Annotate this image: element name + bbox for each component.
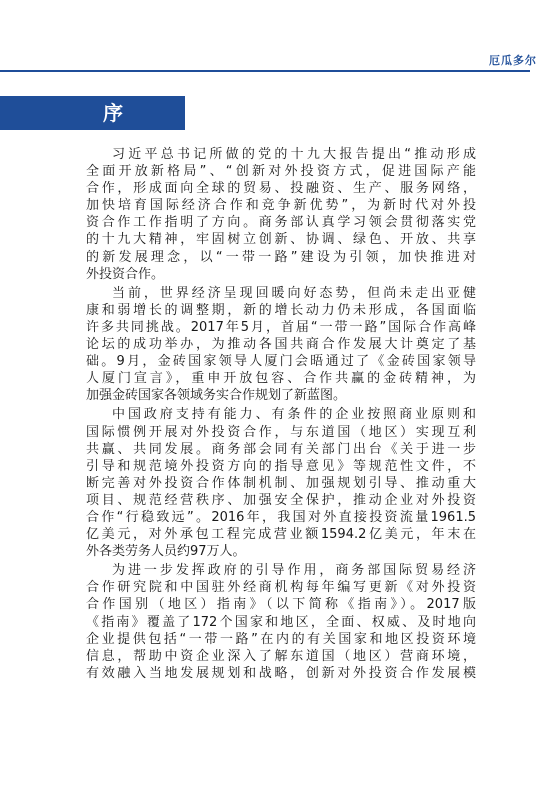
text-line: 国际惯例开展对外投资合作，与东道国（地区）实现互利 xyxy=(86,424,476,440)
text-line: 全面开放新格局”、“创新对外投资方式，促进国际产能 xyxy=(86,164,476,180)
page-title: 序 xyxy=(103,101,123,125)
text-line: 信息，帮助中资企业深入了解东道国（地区）营商环境， xyxy=(86,648,476,664)
text-line: 康和弱增长的调整期，新的增长动力仍未形成，各国面临 xyxy=(86,302,476,318)
text-line: 《指南》覆盖了172个国家和地区，全面、权威、及时地向 xyxy=(86,614,476,630)
text-line: 资合作工作指明了方向。商务部认真学习领会贯彻落实党 xyxy=(86,215,476,231)
text-line: 共赢、共同发展。商务部会同有关部门出台《关于进一步 xyxy=(86,441,476,457)
paragraph xyxy=(86,406,476,560)
paragraph xyxy=(86,285,476,405)
text-line: 的十九大精神，牢固树立创新、协调、绿色、开放、共享 xyxy=(86,232,476,248)
text-line: 当前，世界经济呈现回暖向好态势，但尚未走出亚健 xyxy=(112,285,476,301)
title-bar xyxy=(0,96,185,130)
body-text xyxy=(86,146,476,684)
paragraph xyxy=(86,146,476,283)
text-line: 中国政府支持有能力、有条件的企业按照商业原则和 xyxy=(112,407,476,423)
text-line: 习近平总书记所做的党的十九大报告提出“推动形成 xyxy=(112,147,476,162)
text-line: 合作“行稳致远”。2016年，我国对外直接投资流量1961.5 xyxy=(86,509,476,525)
text-line: 亿美元，对外承包工程完成营业额1594.2亿美元，年末在 xyxy=(86,527,476,543)
text-line: 加快培育国际经济合作和竞争新优势”，为新时代对外投 xyxy=(86,198,476,214)
text-line: 外各类劳务人员约97万人。 xyxy=(86,544,246,560)
page-header-country: 厄瓜多尔 xyxy=(489,54,537,67)
text-line: 有效融入当地发展规划和战略，创新对外投资合作发展模 xyxy=(86,665,476,681)
text-line: 合作，形成面向全球的贸易、投融资、生产、服务网络， xyxy=(86,181,476,197)
paragraph xyxy=(86,562,476,682)
text-line: 企业提供包括“一带一路”在内的有关国家和地区投资环境 xyxy=(86,631,476,647)
text-line: 论坛的成功举办，为推动各国共商合作发展大计奠定了基 xyxy=(86,337,476,353)
header-rule xyxy=(0,70,530,72)
text-line: 的新发展理念，以“一带一路”建设为引领，加快推进对 xyxy=(86,249,476,265)
text-line: 合作研究院和中国驻外经商机构每年编写更新《对外投资 xyxy=(86,580,476,596)
text-line: 引导和规范境外投资方向的指导意见》等规范性文件，不 xyxy=(86,458,476,474)
text-line: 加强金砖国家各领域务实合作规划了新蓝图。 xyxy=(86,388,347,404)
text-line: 外投资合作。 xyxy=(86,266,165,282)
text-line: 人厦门宣言》，重申开放包容、合作共赢的金砖精神，为 xyxy=(86,371,476,387)
text-line: 为进一步发挥政府的引导作用，商务部国际贸易经济 xyxy=(112,563,476,579)
text-line: 合作国别（地区）指南》（以下简称《指南》）。2017版 xyxy=(86,597,476,613)
text-line: 础。9月，金砖国家领导人厦门会晤通过了《金砖国家领导 xyxy=(86,354,476,370)
text-line: 许多共同挑战。2017年5月，首届“一带一路”国际合作高峰 xyxy=(86,319,476,335)
text-line: 项目、规范经营秩序、加强安全保护，推动企业对外投资 xyxy=(86,492,476,508)
text-line: 断完善对外投资合作体制机制、加强规划引导、推动重大 xyxy=(86,475,476,491)
